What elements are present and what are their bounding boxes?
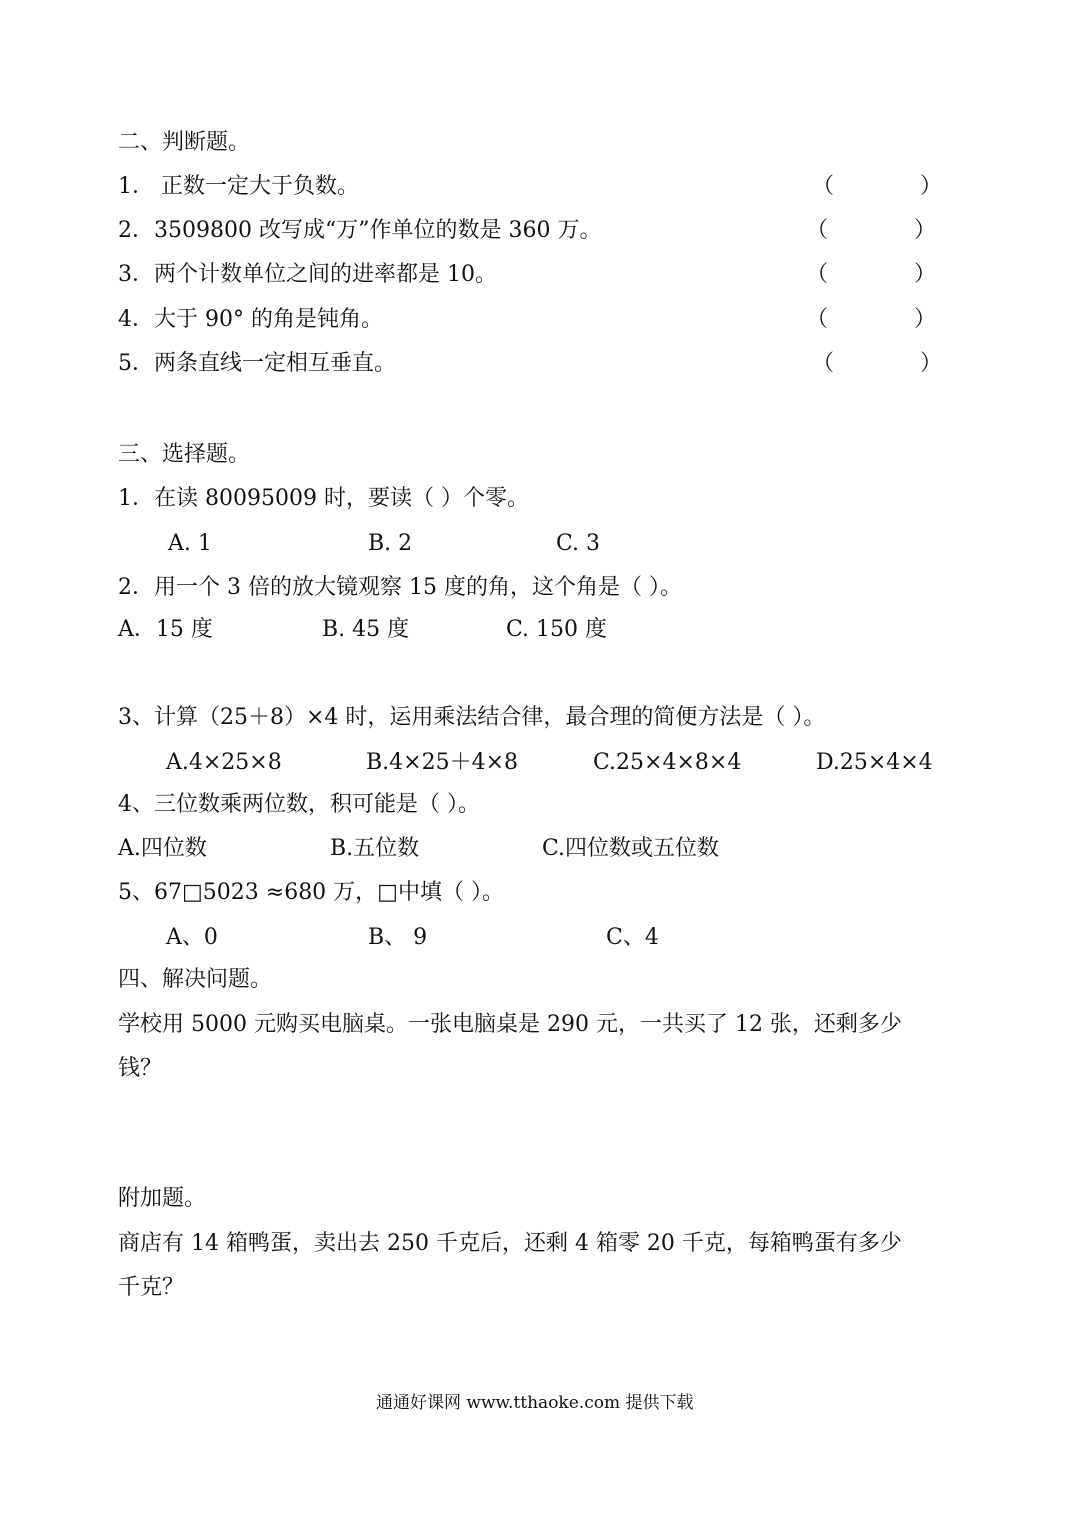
judge-answer-open-1: （ — [812, 174, 835, 199]
judge-answer-close-1: ） — [920, 174, 943, 199]
judge-answer-close-2: ） — [914, 218, 937, 243]
page-footer: 通通好课网 www.tthaoke.com 提供下载 — [376, 1393, 694, 1413]
judge-item-3: 3．两个计数单位之间的进率都是 10。 — [118, 262, 497, 287]
choice-q2-option-b: B. 45 度 — [322, 617, 410, 642]
choice-q5-option-b: B、 9 — [368, 925, 428, 950]
choice-q4-option-a: A.四位数 — [118, 836, 207, 861]
judge-answer-close-5: ） — [920, 351, 943, 376]
choice-q1-option-c: C. 3 — [556, 531, 601, 556]
section3-heading: 三、选择题。 — [118, 442, 251, 467]
judge-item-5: 5．两条直线一定相互垂直。 — [118, 351, 396, 376]
choice-q1-stem: 1．在读 80095009 时，要读（ ）个零。 — [118, 486, 529, 511]
judge-item-4: 4．大于 90° 的角是钝角。 — [118, 307, 383, 332]
judge-answer-open-2: （ — [806, 218, 829, 243]
extra-problem-line-1: 商店有 14 箱鸭蛋，卖出去 250 千克后，还剩 4 箱零 20 千克，每箱鸭蛋有多少 — [118, 1231, 902, 1256]
choice-q2-option-c: C. 150 度 — [506, 617, 608, 642]
choice-q2-option-a: A．15 度 — [118, 617, 213, 642]
judge-item-2: 2．3509800 改写成“万”作单位的数是 360 万。 — [118, 218, 602, 243]
choice-q1-option-b: B. 2 — [368, 531, 413, 556]
choice-q3-option-a: A.4×25×8 — [166, 750, 282, 775]
choice-q2-stem: 2．用一个 3 倍的放大镜观察 15 度的角，这个角是（ ）。 — [118, 575, 682, 600]
problem-line-1: 学校用 5000 元购买电脑桌。一张电脑桌是 290 元，一共买了 12 张，还剩多少 — [118, 1012, 902, 1037]
problem-line-2: 钱？ — [118, 1056, 163, 1081]
judge-answer-open-5: （ — [812, 351, 835, 376]
judge-answer-open-4: （ — [806, 307, 829, 332]
choice-q4-option-c: C.四位数或五位数 — [542, 836, 720, 861]
choice-q3-option-c: C.25×4×8×4 — [593, 750, 742, 775]
choice-q3-option-b: B.4×25＋4×8 — [366, 750, 519, 775]
choice-q3-stem: 3、计算（25＋8）×4 时，运用乘法结合律，最合理的简便方法是（ ）。 — [118, 705, 826, 730]
judge-item-1: 1． 正数一定大于负数。 — [118, 174, 359, 199]
choice-q1-option-a: A. 1 — [168, 531, 212, 556]
extra-heading: 附加题。 — [118, 1186, 207, 1211]
choice-q5-option-a: A、0 — [166, 925, 218, 950]
judge-answer-open-3: （ — [806, 262, 829, 287]
extra-problem-line-2: 千克？ — [118, 1275, 185, 1300]
choice-q5-stem: 5、67□5023 ≈680 万，□中填（ ）。 — [118, 880, 504, 905]
choice-q5-option-c: C、4 — [606, 925, 659, 950]
judge-answer-close-4: ） — [914, 307, 937, 332]
section4-heading: 四、解决问题。 — [118, 967, 273, 992]
choice-q4-stem: 4、三位数乘两位数，积可能是（ ）。 — [118, 792, 480, 817]
choice-q4-option-b: B.五位数 — [330, 836, 420, 861]
judge-answer-close-3: ） — [914, 262, 937, 287]
choice-q3-option-d: D.25×4×4 — [816, 750, 933, 775]
section2-heading: 二、判断题。 — [118, 130, 251, 155]
